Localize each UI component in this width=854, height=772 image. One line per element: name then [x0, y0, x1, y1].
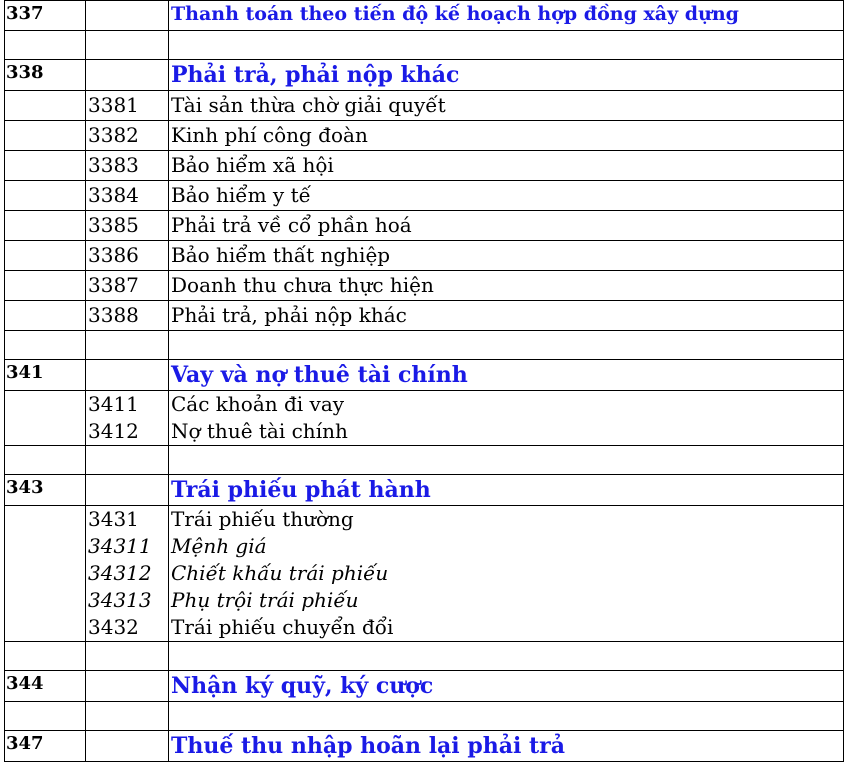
sub-account-name: Các khoản đi vay [171, 392, 345, 416]
sub-account-name: Trái phiếu chuyển đổi [171, 615, 394, 639]
table-row-343 [4, 474, 843, 505]
sub-group-341 [4, 390, 843, 445]
sub-account-code: 3387 [85, 270, 168, 300]
account-code: 344 [4, 670, 85, 701]
account-code: 337 [4, 0, 85, 30]
sub-account-code [85, 474, 168, 505]
table-row-347 [4, 730, 843, 761]
sub-account-code: 3432 [88, 615, 139, 639]
sub-account-code [85, 359, 168, 390]
sub-row-3388 [4, 300, 843, 330]
account-title: Vay và nợ thuê tài chính [168, 359, 843, 390]
sub-row-3386 [4, 240, 843, 270]
table-row-338 [4, 59, 843, 90]
sub-account-code: 3412 [88, 419, 139, 443]
sub-account-name: Trái phiếu thường [171, 507, 354, 531]
blank-row [4, 641, 843, 670]
sub-account-name: Tài sản thừa chờ giải quyết [168, 90, 843, 120]
sub-account-code [85, 0, 168, 30]
sub-row-3381 [4, 90, 843, 120]
account-title: Trái phiếu phát hành [168, 474, 843, 505]
sub-row-3387 [4, 270, 843, 300]
sub-account-code: 3381 [85, 90, 168, 120]
table-row-344 [4, 670, 843, 701]
sub-account-name: Phụ trội trái phiếu [171, 588, 359, 612]
sub-account-code: 3382 [85, 120, 168, 150]
sub-account-code: 3386 [85, 240, 168, 270]
table-row-341 [4, 359, 843, 390]
sub-account-code [85, 730, 168, 761]
account-code: 338 [4, 59, 85, 90]
sub-account-name: Mệnh giá [171, 534, 267, 558]
sub-account-code: 3388 [85, 300, 168, 330]
sub-account-code: 3431 [88, 507, 139, 531]
sub-account-names [168, 390, 843, 445]
sub-account-code: 3384 [85, 180, 168, 210]
sub-account-code: 3383 [85, 150, 168, 180]
sub-row-3384 [4, 180, 843, 210]
sub-account-codes [85, 390, 168, 445]
chart-of-accounts-table [4, 0, 844, 762]
sub-account-name: Bảo hiểm y tế [168, 180, 843, 210]
sub-account-code [85, 670, 168, 701]
account-title: Nhận ký quỹ, ký cược [168, 670, 843, 701]
sub-account-name: Chiết khấu trái phiếu [171, 561, 389, 585]
sub-row-3385 [4, 210, 843, 240]
sub-account-name: Bảo hiểm thất nghiệp [168, 240, 843, 270]
account-code: 347 [4, 730, 85, 761]
sub-account-name: Phải trả, phải nộp khác [168, 300, 843, 330]
sub-account-code: 34311 [88, 534, 152, 558]
account-code: 343 [4, 474, 85, 505]
sub-row-3382 [4, 120, 843, 150]
account-code: 341 [4, 359, 85, 390]
sub-account-code: 34313 [88, 588, 152, 612]
account-title: Thanh toán theo tiến độ kế hoạch hợp đồng xây dựng [168, 0, 843, 30]
sub-row-3383 [4, 150, 843, 180]
sub-account-code: 34312 [88, 561, 152, 585]
sub-account-code: 3411 [88, 392, 139, 416]
table-row-337 [4, 0, 843, 30]
sub-account-code: 3385 [85, 210, 168, 240]
sub-account-name: Doanh thu chưa thực hiện [168, 270, 843, 300]
blank-row [4, 445, 843, 474]
sub-account-code [85, 59, 168, 90]
account-title: Phải trả, phải nộp khác [168, 59, 843, 90]
sub-account-name: Kinh phí công đoàn [168, 120, 843, 150]
sub-account-name: Phải trả về cổ phần hoá [168, 210, 843, 240]
sub-account-name: Bảo hiểm xã hội [168, 150, 843, 180]
account-title: Thuế thu nhập hoãn lại phải trả [168, 730, 843, 761]
blank-row [4, 30, 843, 59]
sub-group-343 [4, 505, 843, 641]
sub-account-names [168, 505, 843, 641]
sub-account-name: Nợ thuê tài chính [171, 419, 348, 443]
sub-account-codes [85, 505, 168, 641]
account-table-container [4, 0, 844, 762]
blank-row [4, 701, 843, 730]
blank-row [4, 330, 843, 359]
